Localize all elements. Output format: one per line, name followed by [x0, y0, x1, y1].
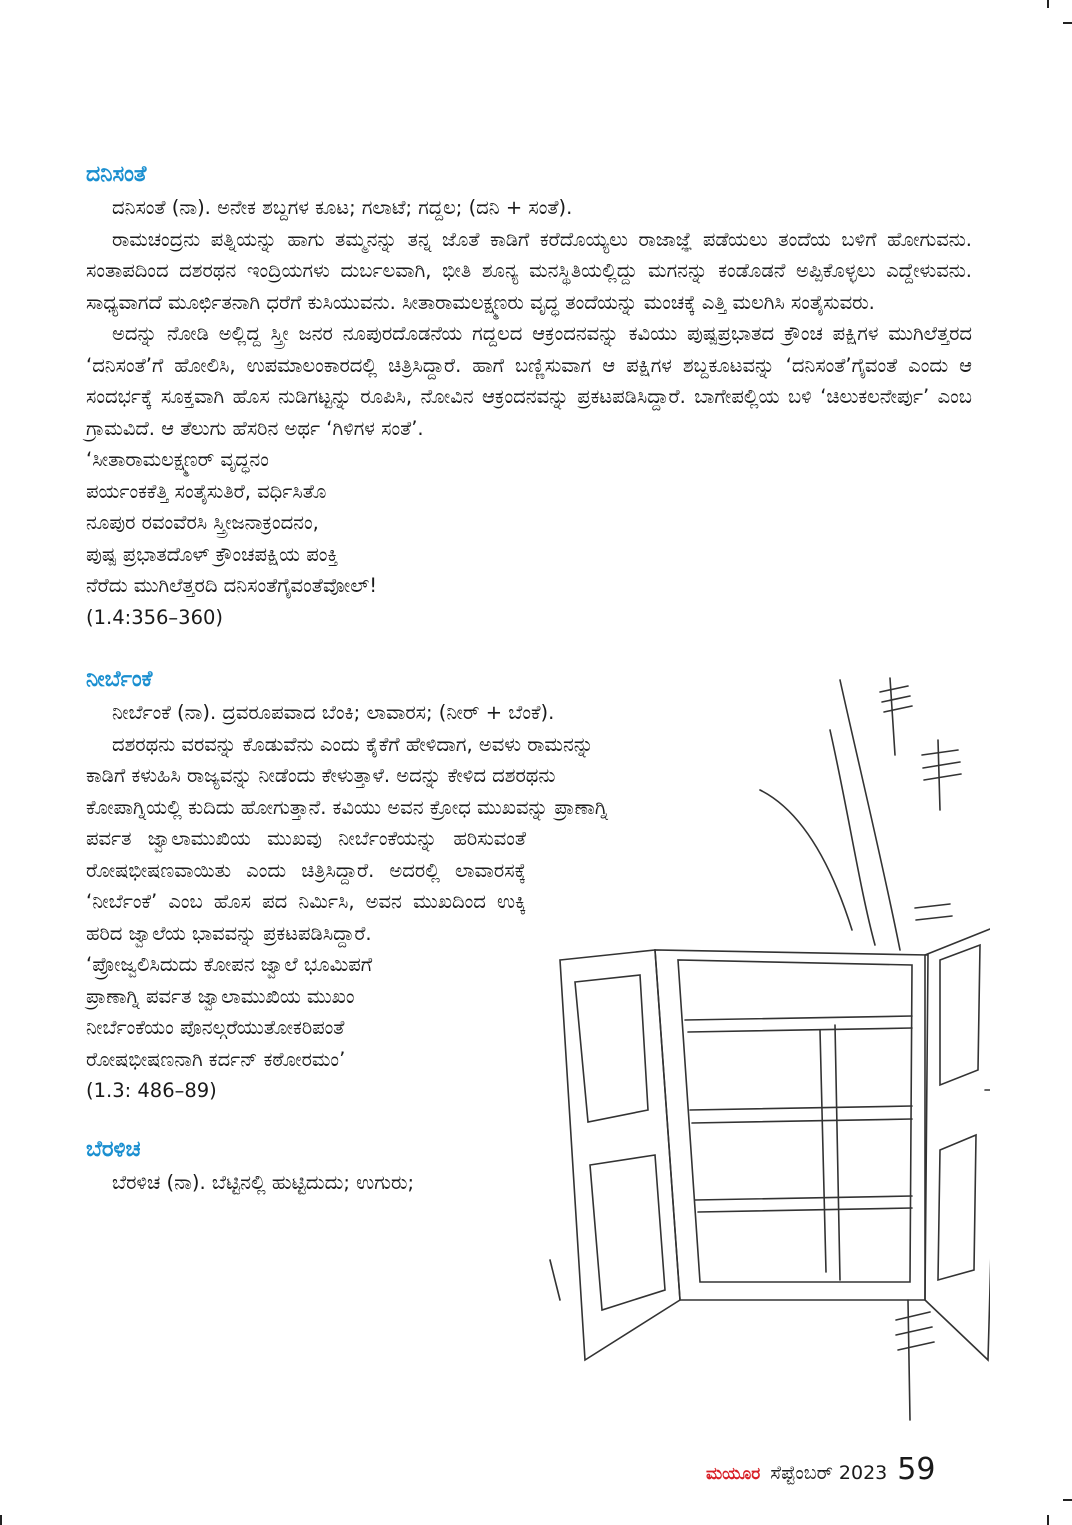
- verse-block: [86, 444, 972, 633]
- paragraph-line: ದಶರಥನು ವರವನ್ನು ಕೊಡುವೆನು ಎಂದು ಕೈಕೆಗೆ ಹೇಳಿದಾಗ, ಅವಳು ರಾಮನನ್ನು: [112, 732, 594, 756]
- page-number: 59: [897, 1452, 936, 1487]
- verse-line: ‘ಪ್ರೋಜ್ವಲಿಸಿದುದು ಕೋಪನ ಜ್ವಾಲೆ ಭೂಮಿಪಗೆ: [86, 953, 373, 976]
- crop-mark: [1063, 1499, 1072, 1501]
- verse-line: ‘ಸೀತಾರಾಮಲಕ್ಷ್ಮಣರ್ ವೃದ್ಧನಂ: [86, 448, 269, 471]
- paragraph: ಅದನ್ನು ನೋಡಿ ಅಲ್ಲಿದ್ದ ಸ್ತ್ರೀ ಜನರ ನೂಪುರದೊಡನೆಯ ಗದ್ದಲದ ಆಕ್ರಂದನವನ್ನು ಕವಿಯು ಪುಷ್ಪಪ್ರಭಾತದ ಕ್ರೌಂಚ ಪಕ್ಷಿಗಳ ಮುಗಿಲೆತ್ತರದ ‘ದನಿಸಂತೆ’ಗೆ ಹೋಲಿಸಿ, ಉಪಮಾಲಂಕಾರದಲ್ಲಿ ಚಿತ್ರಿಸಿದ್ದಾರೆ. ಹಾಗೆ ಬಣ್ಣಿಸುವಾಗ ಆ ಪಕ್ಷಿಗಳ ಶಬ್ದಕೂಟವನ್ನು ‘ದನಿಸಂತೆ’ಗೈವಂತೆ ಎಂದು ಆ ಸಂದರ್ಭಕ್ಕೆ ಸೂಕ್ತವಾಗಿ ಹೊಸ ನುಡಿಗಟ್ಟನ್ನು ರೂಪಿಸಿ, ನೋವಿನ ಆಕ್ರಂದನವನ್ನು ಪ್ರಕಟಪಡಿಸಿದ್ದಾರೆ. ಬಾಗೇಪಲ್ಲಿಯ ಬಳಿ ‘ಚಿಲುಕಲನೇರ್ಪು’ ಎಂಬ ಗ್ರಾಮವಿದೆ. ಆ ತೆಲುಗು ಹೆಸರಿನ ಅರ್ಥ ‘ಗಿಳಿಗಳ ಸಂತೆ’.: [86, 322, 972, 440]
- verse-line: ಪರ್ಯಂಕಕೆತ್ತಿ ಸಂತೈಸುತಿರೆ, ವರ್ಧಿಸಿತೊ: [86, 479, 327, 503]
- page-footer: [706, 1452, 966, 1498]
- verse-line: ನೂಪುರ ರವಂವೆರಸಿ ಸ್ತ್ರೀಜನಾಕ್ರಂದನಂ,: [86, 511, 319, 534]
- magazine-brand: ಮಯೂರ: [706, 1464, 761, 1484]
- paragraph-line: ಕೋಪಾಗ್ನಿಯಲ್ಲಿ ಕುದಿದು ಹೋಗುತ್ತಾನೆ. ಕವಿಯು ಅವನ ಕ್ರೋಧ ಮುಖವನ್ನು ಪ್ರಾಣಾಗ್ನಿ: [86, 795, 609, 819]
- crop-mark: [1047, 1515, 1049, 1525]
- crop-mark: [0, 1515, 2, 1525]
- verse-reference: (1.4:356–360): [86, 605, 223, 629]
- verse-reference: (1.3: 486–89): [86, 1079, 217, 1102]
- definition: ಬೆರಳಿಚ (ನಾ). ಬೆಟ್ಟಿನಲ್ಲಿ ಹುಟ್ಟಿದುದು; ಉಗುರು;: [112, 1170, 415, 1194]
- definition: ದನಿಸಂತೆ (ನಾ). ಅನೇಕ ಶಬ್ದಗಳ ಕೂಟ; ಗಲಾಟೆ; ಗದ್ದಲ; (ದನಿ + ಸಂತೆ).: [112, 196, 573, 219]
- verse-block: [86, 949, 526, 1107]
- section-heading: ಬೆರಳಿಚ: [86, 1136, 141, 1162]
- crop-mark: [1063, 22, 1072, 24]
- verse-line: ರೋಷಭೀಷಣನಾಗಿ ಕರ್ದನ್ ಕಠೋರಮಂ’: [86, 1047, 346, 1071]
- paragraph: ರಾಮಚಂದ್ರನು ಪತ್ನಿಯನ್ನು ಹಾಗು ತಮ್ಮನನ್ನು ತನ್ನ ಜೊತೆ ಕಾಡಿಗೆ ಕರೆದೊಯ್ಯಲು ರಾಜಾಜ್ಞೆ ಪಡೆಯಲು ತಂದೆಯ ಬಳಿಗೆ ಹೋಗುವನು. ಸಂತಾಪದಿಂದ ದಶರಥನ ಇಂದ್ರಿಯಗಳು ದುರ್ಬಲವಾಗಿ, ಭೀತಿ ಶೂನ್ಯ ಮನಸ್ಥಿತಿಯಲ್ಲಿದ್ದು ಮಗನನ್ನು ಕಂಡೊಡನೆ ಅಪ್ಪಿಕೊಳ್ಳಲು ಎದ್ದೇಳುವನು. ಸಾಧ್ಯವಾಗದೆ ಮೂರ್ಛಿತನಾಗಿ ಧರೆಗೆ ಕುಸಿಯುವನು. ಸೀತಾರಾಮಲಕ್ಷ್ಮಣರು ವೃದ್ಧ ತಂದೆಯನ್ನು ಮಂಚಕ್ಕೆ ಎತ್ತಿ ಮಲಗಿಸಿ ಸಂತೈಸುವರು.: [86, 227, 972, 314]
- paragraph-line: ಕಾಡಿಗೆ ಕಳುಹಿಸಿ ರಾಜ್ಯವನ್ನು ನೀಡೆಂದು ಕೇಳುತ್ತಾಳೆ. ಅದನ್ನು ಕೇಳಿದ ದಶರಥನು: [86, 764, 556, 787]
- verse-line: ನೀರ್ಬೆಂಕೆಯಂ ಪೊನಲ್ಗರೆಯುತೋಕರಿಪಂತೆ: [86, 1016, 345, 1039]
- definition: ನೀರ್ಬೆಂಕೆ (ನಾ). ದ್ರವರೂಪವಾದ ಬೆಂಕಿ; ಲಾವಾರಸ; (ನೀರ್ + ಬೆಂಕೆ).: [112, 701, 555, 724]
- verse-line: ಪುಷ್ಪ ಪ್ರಭಾತದೊಳ್ ಕ್ರೌಂಚಪಕ್ಷಿಯ ಪಂಕ್ತಿ: [86, 542, 339, 566]
- section-heading: ದನಿಸಂತೆ: [86, 162, 147, 187]
- verse-line: ನೆರೆದು ಮುಗಿಲೆತ್ತರದಿ ದನಿಸಂತೆಗೈವಂತೆವೋಲ್!: [86, 574, 378, 597]
- crop-mark: [1047, 0, 1049, 8]
- issue-date: ಸೆಪ್ಟೆಂಬರ್ 2023: [770, 1462, 888, 1484]
- section-heading: ನೀರ್ಬೆಂಕೆ: [86, 667, 153, 692]
- paragraph: ಪರ್ವತ ಜ್ವಾಲಾಮುಖಿಯ ಮುಖವು ನೀರ್ಬೆಂಕೆಯನ್ನು ಹರಿಸುವಂತೆ ರೋಷಭೀಷಣವಾಯಿತು ಎಂದು ಚಿತ್ರಿಸಿದ್ದಾರೆ. ಅದರಲ್ಲಿ ಲಾವಾರಸಕ್ಕೆ ‘ನೀರ್ಬೆಂಕೆ’ ಎಂಬ ಹೊಸ ಪದ ನಿರ್ಮಿಸಿ, ಅವನ ಮುಖದಿಂದ ಉಕ್ಕಿ ಹರಿದ ಜ್ವಾಲೆಯ ಭಾವವನ್ನು ಪ್ರಕಟಪಡಿಸಿದ್ದಾರೆ.: [86, 827, 526, 945]
- article-column: [86, 158, 972, 1198]
- verse-line: ಪ್ರಾಣಾಗ್ನಿ ಪರ್ವತ ಜ್ವಾಲಾಮುಖಿಯ ಮುಖಂ: [86, 984, 355, 1008]
